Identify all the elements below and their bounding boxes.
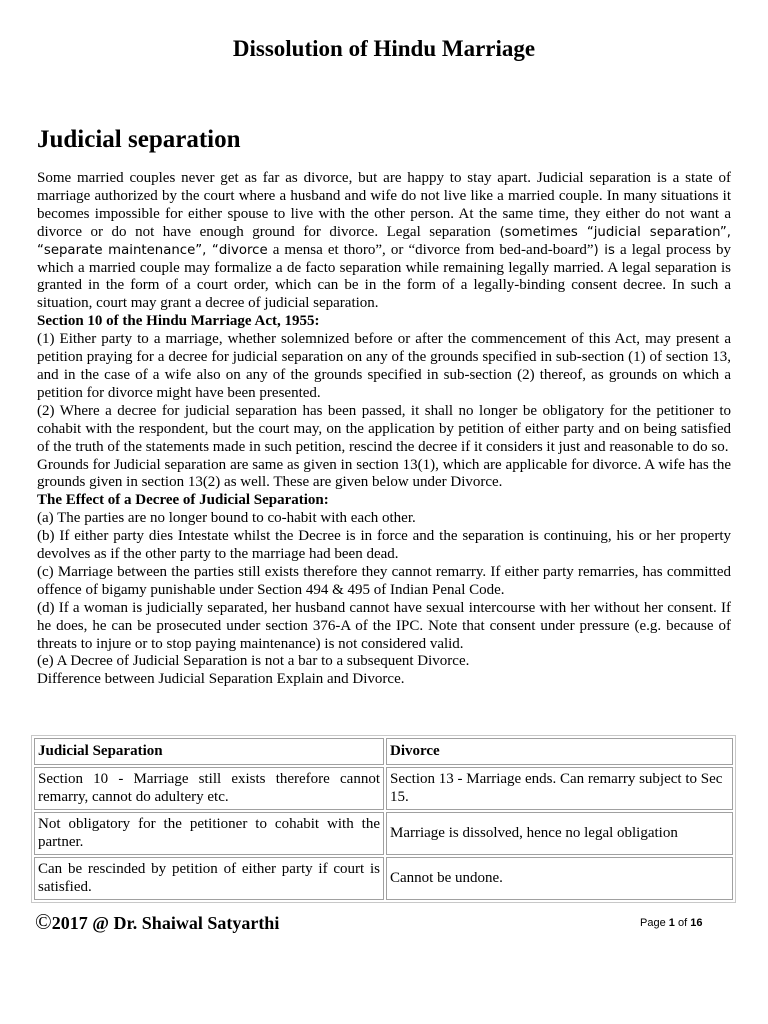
- section10-clause: (2) Where a decree for judicial separation has been passed, it shall no longer be obligatory for the petitioner to cohabit with the respondent, but the court may, on the application by petition of either party and on being satisfied of the truth of the statements made in such petition, rescind the decree if it considers it just and reasonable to do so.: [37, 402, 731, 455]
- effect-item: (b) If either party dies Intestate whilst the Decree is in force and the separation is continuing, his or her property devolves as if the other party to the marriage had been dead.: [37, 528, 731, 563]
- table-cell: Can be rescinded by petition of either party if court is satisfied.: [34, 857, 384, 900]
- page-current: 1: [668, 917, 675, 929]
- intro-text-sans2: ) is: [593, 242, 615, 258]
- effect-item: (c) Marriage between the parties still exists therefore they cannot remarry. If either party remarries, has committed offence of bigamy punishable under Section 494 & 495 of Indian Penal Code.: [37, 563, 731, 598]
- difference-intro: Difference between Judicial Separation Explain and Divorce.: [37, 671, 405, 688]
- page-total: 16: [690, 917, 703, 929]
- grounds-paragraph: Grounds for Judicial separation are same as given in section 13(1), which are applicable for divorce. A wife has the grounds given in section 13(2) as well. These are given below under Divorce.: [37, 456, 731, 491]
- copyright-text: 2017 @ Dr. Shaiwal Satyarthi: [51, 913, 280, 933]
- table-cell: Not obligatory for the petitioner to cohabit with the partner.: [34, 812, 384, 855]
- intro-text-part3: a legal process by which a married couple may formalize a de facto separation while remaining legally married. A legal separation is granted in the form of a court order, which can be in the form of a legally-binding consent decree. In such a situation, court may grant a decree of judicial separation.: [37, 241, 732, 312]
- section10-heading: Section 10 of the Hindu Marriage Act, 1955:: [37, 313, 320, 330]
- document-title: Dissolution of Hindu Marriage: [232, 36, 536, 61]
- table-row: [34, 857, 733, 900]
- intro-paragraph: [37, 170, 731, 313]
- section10-clause: (1) Either party to a marriage, whether solemnized before or after the commencement of this Act, may present a petition praying for a decree for judicial separation on any of the grounds specified in sub-section (1) of section 13, and in the case of a wife also on any of the grounds specified in sub-section (2) thereof, as grounds on which a petition for divorce might have been presented.: [37, 331, 731, 401]
- table-row: [34, 812, 733, 855]
- table-cell: Section 13 - Marriage ends. Can remarry subject to Sec 15.: [386, 767, 733, 810]
- intro-text-sans1: (sometimes “judicial separation”, “separate maintenance”, “divorce: [37, 224, 731, 258]
- document-body: [37, 170, 731, 689]
- intro-text-part1: Some married couples never get as far as divorce, but are happy to stay apart. Judicial separation is a state of marriage authorized by the court where a husband and wife do not live like a married couple. In many situations it becomes impossible for either spouse to live with the other person. At the same time, they either do not want a divorce or do not have enough ground for divorce. Legal separation: [37, 170, 731, 240]
- table-header-row: [34, 738, 733, 765]
- table-cell: Cannot be undone.: [386, 857, 733, 900]
- section-heading: Judicial separation: [37, 126, 241, 153]
- table-cell: Marriage is dissolved, hence no legal obligation: [386, 812, 733, 855]
- table-row: [34, 767, 733, 810]
- table-cell: Section 10 - Marriage still exists therefore cannot remarry, cannot do adultery etc.: [34, 767, 384, 810]
- effect-item: (a) The parties are no longer bound to co-habit with each other.: [37, 510, 416, 527]
- effect-item: (d) If a woman is judicially separated, her husband cannot have sexual intercourse with her without her consent. If he does, he can be prosecuted under section 376-A of the IPC. Note that consent under pressure (e.g. because of threats to injure or to stop paying maintenance) is not considered valid.: [37, 599, 731, 652]
- comparison-table: [31, 735, 736, 903]
- intro-text-part2: a mensa et thoro”, or “divorce from bed-and-board”: [267, 241, 594, 258]
- effect-heading: The Effect of a Decree of Judicial Separation:: [37, 492, 329, 509]
- page-number: [640, 917, 702, 929]
- effect-item: (e) A Decree of Judicial Separation is not a bar to a subsequent Divorce.: [37, 653, 470, 670]
- footer-copyright: [35, 909, 279, 935]
- table-header-cell: Judicial Separation: [34, 738, 384, 765]
- table-header-cell: Divorce: [386, 738, 733, 765]
- page-word: Page: [640, 917, 666, 929]
- page-of: of: [677, 917, 688, 929]
- copyright-symbol: ©: [35, 909, 52, 934]
